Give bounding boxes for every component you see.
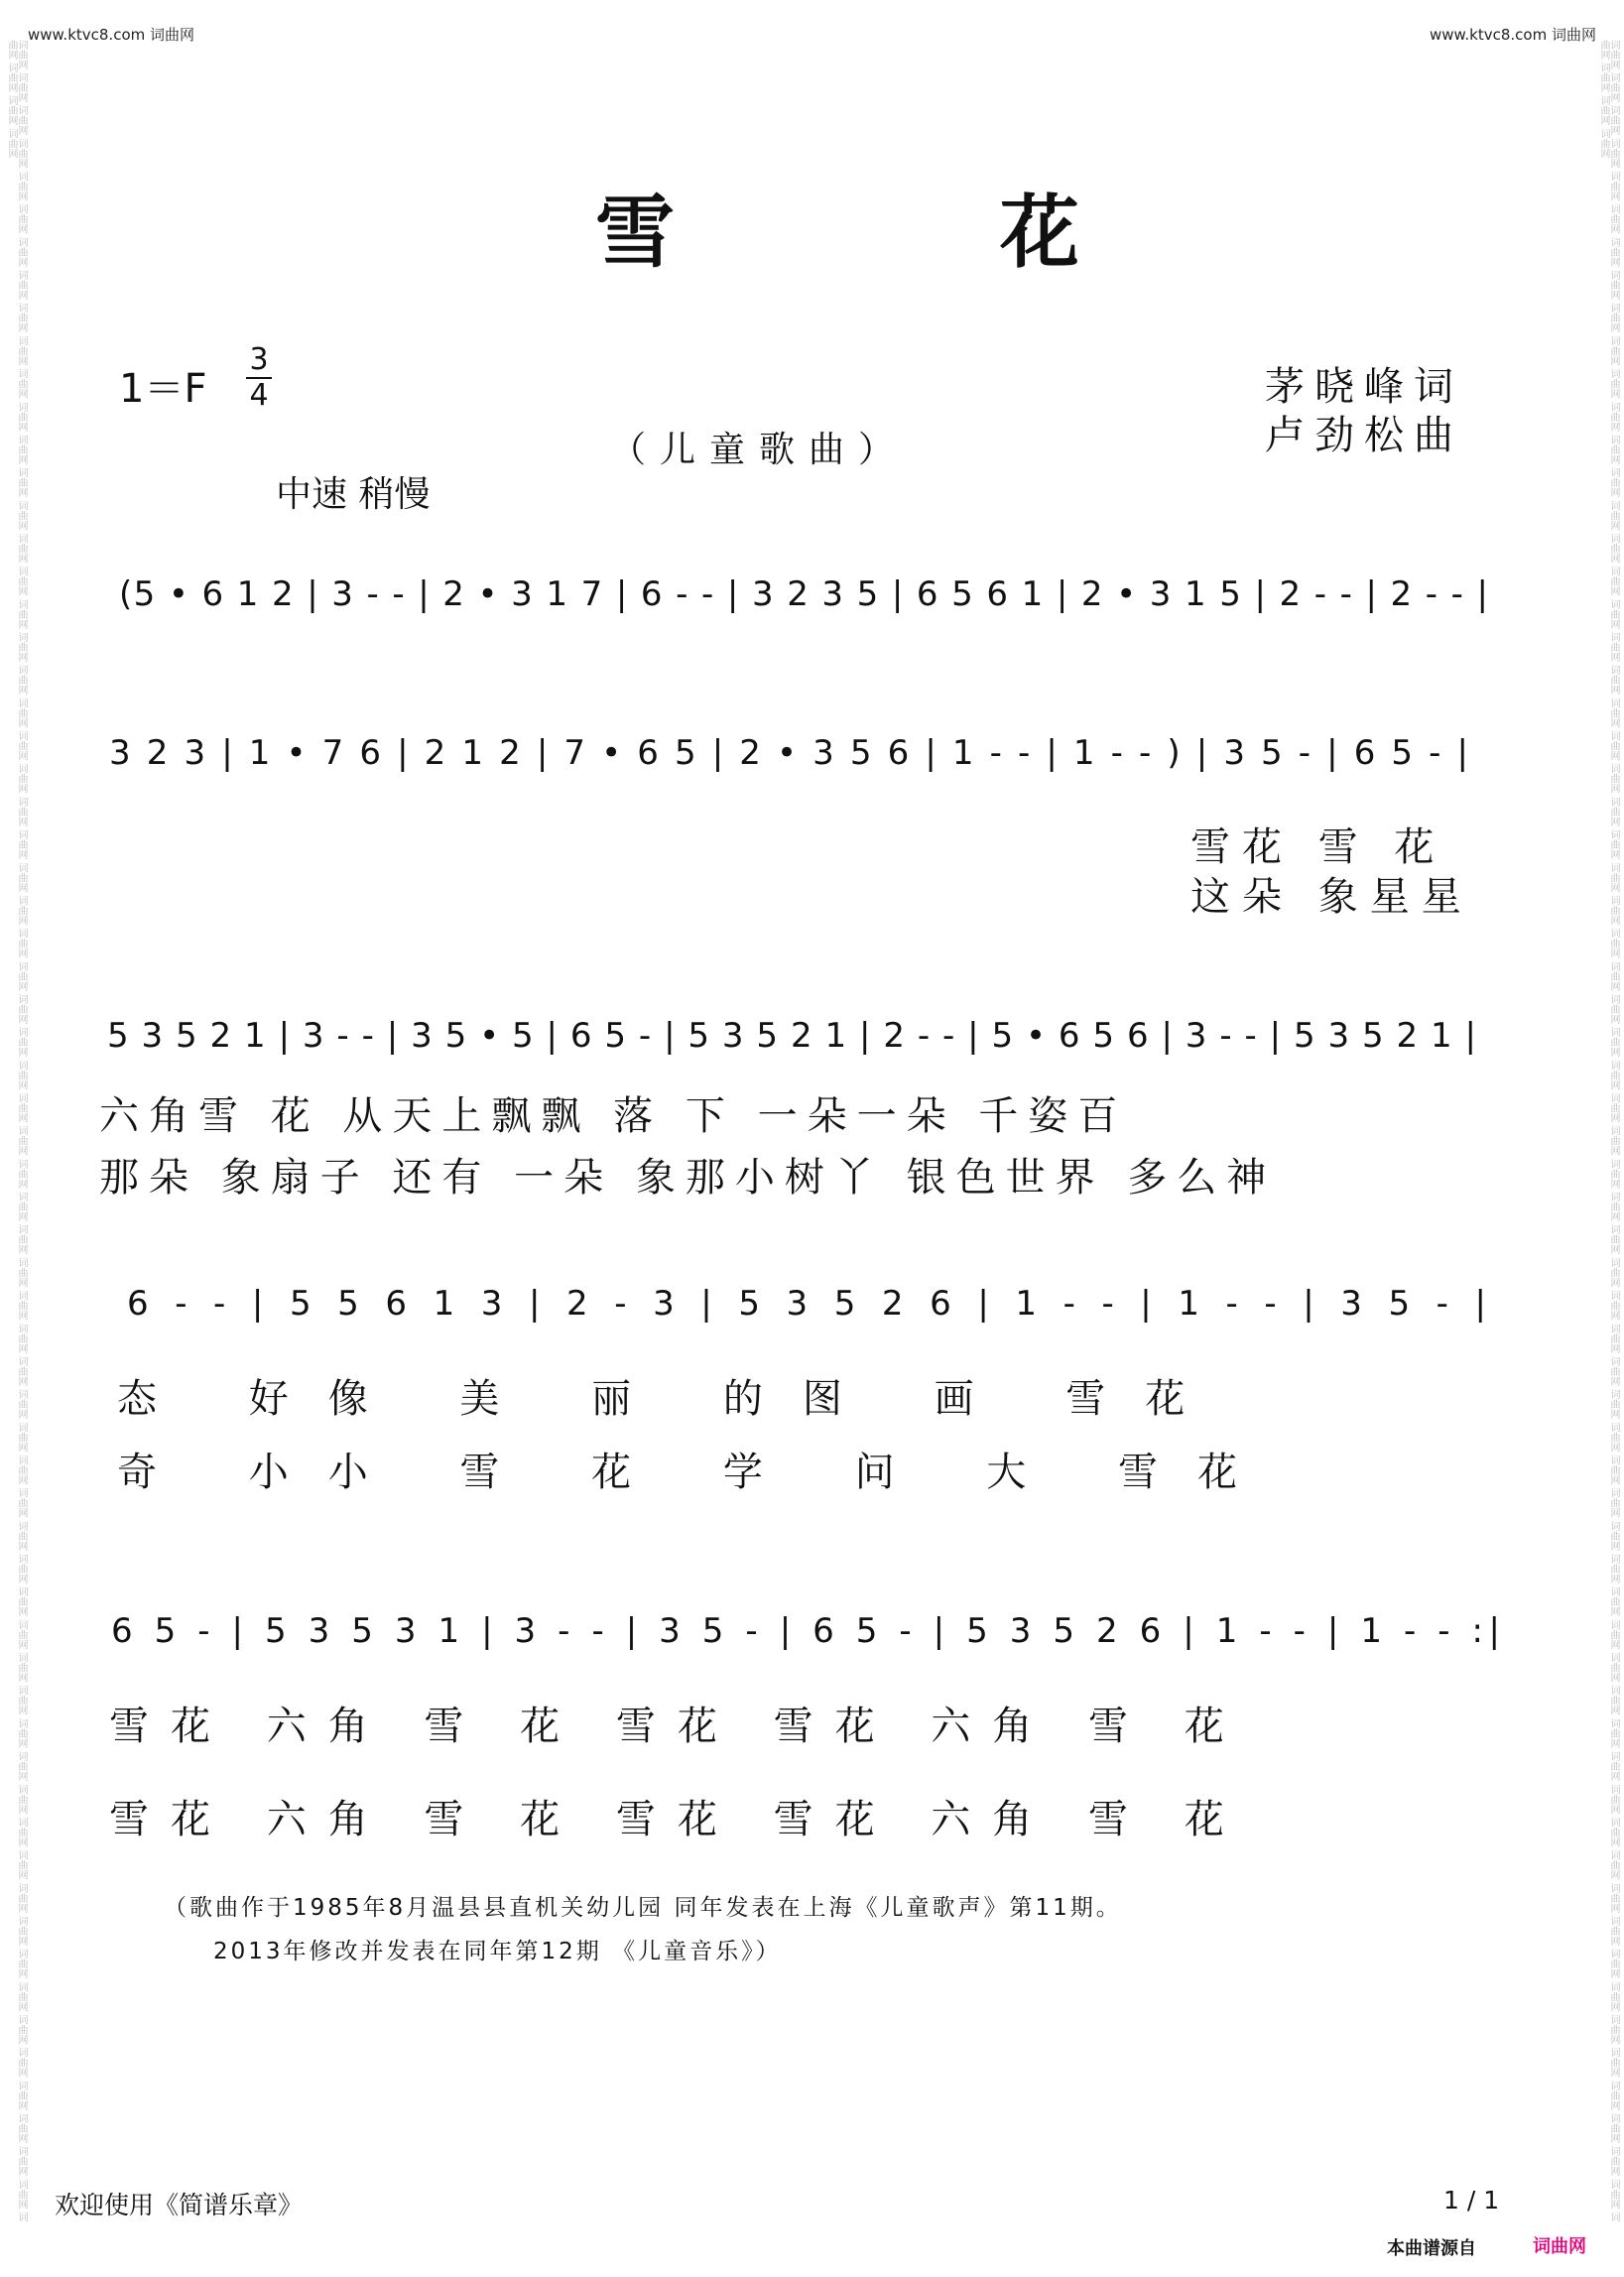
lyrics-s2-verse1: 雪花 雪 花 — [1190, 824, 1446, 870]
lyrics-s5-verse2: 雪花 六角 雪 花 雪花 雪花 六角 雪 花 — [109, 1797, 1246, 1842]
system-1-svg — [0, 566, 1624, 675]
composer: 卢劲松曲 — [1265, 413, 1463, 458]
time-signature-top: 3 — [249, 342, 269, 377]
right-watermark: 词曲网 词曲网 词曲网 词曲网 词曲网 词曲网 词曲网 词曲网 词曲网 词曲网 词曲网 词曲网 词曲网 词曲网 词曲网 词曲网 词曲网 词曲网 词曲网 词曲网 词曲网 词曲网 词曲网 词曲网 词曲网 词曲网 词曲网 词曲网 词曲网 词曲网 词曲网 词曲网 词曲网 词曲网 词曲网 词曲网 词曲网 词曲网 词曲网 词曲网 词曲网 词曲网 词曲网 词曲网 词曲网 词曲网 词曲网 词曲网 词曲网 词曲网 词曲网 词曲网 词曲网 词曲网 词曲网 词曲网 词曲网 词曲网 词曲网 词曲网 词曲网 词曲网 词曲网 词曲网 词曲网 词曲网 词曲网 词曲网 词曲网 词曲网 — [1598, 40, 1619, 2222]
footer-source-label: 本曲谱源自 — [1387, 2238, 1476, 2259]
system-3-notes: 5 3 5 2 1 | 3 - - | 3 5 • 5 | 6 5 - | 5 3 5 2 1 | 2 - - | 5 • 6 5 6 | 3 - - | 5 3 5 2 1 | — [107, 1016, 1476, 1056]
system-1-notes: (5 • 6 1 2 | 3 - - | 2 • 3 1 7 | 6 - - | 3 2 3 5 | 6 5 6 1 | 2 • 3 1 5 | 2 - - | 2 - - | — [119, 574, 1488, 614]
footnote-line-2: 2013年修改并发表在同年第12期 《儿童音乐》） — [213, 1939, 782, 1964]
song-title: 雪 花 — [595, 187, 1228, 279]
system-4-notes: 6 - - | 5 5 6 1 3 | 2 - 3 | 5 3 5 2 6 | 1 - - | 1 - - | 3 5 - | — [127, 1284, 1486, 1324]
lyricist: 茅晓峰词 — [1265, 364, 1463, 410]
time-signature-bottom: 4 — [249, 378, 269, 413]
footnote-line-1: （歌曲作于1985年8月温县县直机关幼儿园 同年发表在上海《儿童歌声》第11期。 — [164, 1895, 1122, 1921]
left-watermark: 词曲网 词曲网 词曲网 词曲网 词曲网 词曲网 词曲网 词曲网 词曲网 词曲网 词曲网 词曲网 词曲网 词曲网 词曲网 词曲网 词曲网 词曲网 词曲网 词曲网 词曲网 词曲网 词曲网 词曲网 词曲网 词曲网 词曲网 词曲网 词曲网 词曲网 词曲网 词曲网 词曲网 词曲网 词曲网 词曲网 词曲网 词曲网 词曲网 词曲网 词曲网 词曲网 词曲网 词曲网 词曲网 词曲网 词曲网 词曲网 词曲网 词曲网 词曲网 词曲网 词曲网 词曲网 词曲网 词曲网 词曲网 词曲网 词曲网 词曲网 词曲网 词曲网 词曲网 词曲网 词曲网 词曲网 词曲网 词曲网 词曲网 词曲网 — [6, 40, 27, 2222]
lyrics-s3-verse1: 六角雪 花 从天上飘飘 落 下 一朵一朵 千姿百 — [99, 1093, 1128, 1139]
footer-software: 欢迎使用《简谱乐章》 — [55, 2191, 304, 2219]
lyrics-s5-verse1: 雪花 六角 雪 花 雪花 雪花 六角 雪 花 — [109, 1704, 1246, 1749]
lyrics-s4-verse1: 态 好像 美 丽 的图 画 雪花 — [117, 1376, 1225, 1422]
key-signature: 1＝F — [119, 366, 207, 412]
lyrics-s3-verse2: 那朵 象扇子 还有 一朵 象那小树丫 银色世界 多么神 — [99, 1155, 1277, 1201]
footer-logo[interactable]: 词曲网 — [1533, 2236, 1586, 2257]
tempo-marking: 中速 稍慢 — [276, 474, 431, 515]
lyrics-s2-verse2: 这朵 象星星 — [1190, 874, 1473, 920]
system-2-notes: 3 2 3 | 1 • 7 6 | 2 1 2 | 7 • 6 5 | 2 • 3 5 6 | 1 - - | 1 - - ) | 3 5 - | 6 5 - | — [109, 733, 1469, 773]
lyrics-s4-verse2: 奇 小小 雪 花 学 问 大 雪花 — [117, 1450, 1278, 1495]
footer-page-number: 1 / 1 — [1443, 2186, 1500, 2214]
system-5-notes: 6 5 - | 5 3 5 3 1 | 3 - - | 3 5 - | 6 5 - | 5 3 5 2 6 | 1 - - | 1 - - :| — [111, 1611, 1500, 1651]
time-signature — [246, 343, 272, 413]
header-right-url[interactable]: www.ktvc8.com 词曲网 — [1429, 26, 1596, 44]
header-left-url[interactable]: www.ktvc8.com 词曲网 — [28, 26, 195, 44]
subtitle: （儿童歌曲） — [610, 430, 909, 470]
music-system-1 — [0, 566, 1624, 675]
